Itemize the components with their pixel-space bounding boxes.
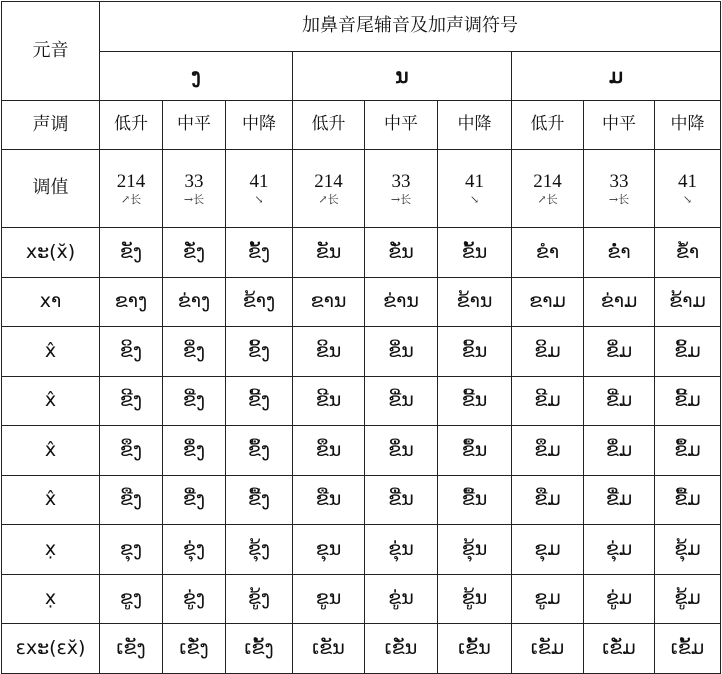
tone-value-number: 214 [314,170,343,192]
tone-contour-mark: ↗长 [537,192,558,206]
syllable-cell: ຂັງ [100,228,163,278]
vowel-cell: ɛxະ(ɛx̆) [2,624,100,674]
tone-value-number: 41 [678,170,697,192]
syllable-cell: ຂຸ້ງ [226,525,293,575]
syllable-cell: ຂ້ານ [438,278,512,327]
syllable-cell: ຂູ້ນ [438,575,512,624]
syllable-cell: ຂີ້ນ [438,377,512,426]
syllable-cell: ຂໍາ [512,228,584,278]
final-consonant-m: ມ [512,52,721,101]
syllable-cell: ຂັ່ນ [365,228,438,278]
tone-value-cell [100,150,163,228]
tone-value-cell [438,150,512,228]
syllable-cell: ຂຸ້ນ [438,525,512,575]
syllable-cell: ຂັ້ງ [226,228,293,278]
tone-name-cell: 低升 [100,101,163,150]
syllable-cell: ຂູງ [100,575,163,624]
table-row [2,327,721,377]
table-row [2,575,721,624]
syllable-cell: ຂູ່ນ [365,575,438,624]
tone-contour-mark: →长 [183,192,205,206]
tone-value-cell [365,150,438,228]
syllable-cell: ຂຶງ [100,426,163,476]
syllable-cell: ຂຶ່ມ [584,426,655,476]
syllable-cell: ເຂັງ [100,624,163,674]
syllable-cell: ຂາມ [512,278,584,327]
tone-name-cell: 中降 [438,101,512,150]
tone-contour-mark: →长 [390,192,412,206]
tone-value-number: 33 [184,170,204,192]
syllable-cell: ຂຸມ [512,525,584,575]
syllable-cell: ຂໍ່າ [584,228,655,278]
syllable-cell: ຂຶ້ນ [438,426,512,476]
syllable-cell: ຂິ່ງ [163,327,226,377]
syllable-cell: ຂິງ [100,327,163,377]
syllable-cell: ຂຶມ [512,426,584,476]
syllable-cell: ຂັ່ງ [163,228,226,278]
syllable-cell: ຂື້ມ [655,476,721,525]
table-row [2,525,721,575]
tone-contour-mark: ↗长 [120,192,142,206]
tone-value-cell [293,150,365,228]
syllable-cell: ເຂັ່ນ [365,624,438,674]
syllable-cell: ຂຸ້ມ [655,525,721,575]
syllable-cell: ຂຶ່ງ [163,426,226,476]
table-row [2,278,721,327]
syllable-cell: ຂີງ [100,377,163,426]
syllable-cell: ຂັນ [293,228,365,278]
syllable-cell: ຂຶ້ມ [655,426,721,476]
tone-contour-mark: ↘ [469,192,480,206]
table-row [2,476,721,525]
tone-contour-mark: ↘ [682,192,693,206]
tone-name-cell: 中降 [655,101,721,150]
vowel-header: 元音 [2,2,100,101]
syllable-cell: ເຂັມ [512,624,584,674]
lao-tone-table [1,1,721,674]
syllable-cell: ຂັ້ນ [438,228,512,278]
syllable-cell: ຂູ່ງ [163,575,226,624]
syllable-cell: ຂຸ່ມ [584,525,655,575]
syllable-cell: ຂື່ງ [163,476,226,525]
syllable-cell: ຂືງ [100,476,163,525]
tone-row-label: 声调 [2,101,100,150]
syllable-cell: ຂື້ງ [226,476,293,525]
syllable-cell: ຂິມ [512,327,584,377]
table-row [2,426,721,476]
syllable-cell: ເຂັ້ງ [226,624,293,674]
vowel-cell: x̂ [2,377,100,426]
tone-value-cell [584,150,655,228]
syllable-cell: ຂູ້ງ [226,575,293,624]
syllable-cell: ຂຸ່ນ [365,525,438,575]
tone-value-number: 33 [391,170,411,192]
syllable-cell: ຂີ້ງ [226,377,293,426]
syllable-cell: ຂູນ [293,575,365,624]
syllable-cell: ເຂັ້ມ [655,624,721,674]
syllable-cell: ຂີ້ມ [655,377,721,426]
vowel-cell: x̂ [2,327,100,377]
syllable-cell: ຂ້າມ [655,278,721,327]
vowel-cell: xະ(x̆) [2,228,100,278]
syllable-cell: ຂ່າງ [163,278,226,327]
tone-contour-mark: ↗长 [318,192,339,206]
syllable-cell: ຂຸງ [100,525,163,575]
syllable-cell: ເຂັ່ມ [584,624,655,674]
syllable-cell: ຂຶນ [293,426,365,476]
tone-value-number: 41 [249,170,269,192]
final-consonant-ng: ງ [100,52,293,101]
syllable-cell: ຂືມ [512,476,584,525]
vowel-cell: x̂ [2,476,100,525]
tone-value-cell [163,150,226,228]
tone-name-cell: 中降 [226,101,293,150]
tone-contour-mark: ↘ [254,192,264,206]
syllable-cell: ຂື່ນ [365,476,438,525]
syllable-cell: ຂິນ [293,327,365,377]
vowel-cell: x̣ [2,525,100,575]
table-row [2,228,721,278]
syllable-cell: ຂ້າງ [226,278,293,327]
value-row-label: 调值 [2,150,100,228]
syllable-cell: ເຂັ່ງ [163,624,226,674]
final-consonant-n: ນ [293,52,512,101]
syllable-cell: ຂິ້ມ [655,327,721,377]
syllable-cell: ຂີນ [293,377,365,426]
syllable-cell: ຂີ່ມ [584,377,655,426]
syllable-cell: ຂໍ້າ [655,228,721,278]
syllable-cell: ຂຸ່ງ [163,525,226,575]
tone-value-number: 33 [609,170,629,192]
syllable-cell: ຂານ [293,278,365,327]
vowel-cell: x̣ [2,575,100,624]
syllable-cell: ຂິ້ນ [438,327,512,377]
syllable-cell: ຂຶ່ນ [365,426,438,476]
tone-name-cell: 中平 [365,101,438,150]
syllable-cell: ຂຸນ [293,525,365,575]
vowel-cell: xາ [2,278,100,327]
syllable-cell: ຂູ່ມ [584,575,655,624]
tone-value-number: 41 [465,170,484,192]
syllable-cell: ຂາງ [100,278,163,327]
tone-name-cell: 低升 [293,101,365,150]
syllable-cell: ເຂັ້ນ [438,624,512,674]
syllable-cell: ຂ່ານ [365,278,438,327]
tone-name-cell: 低升 [512,101,584,150]
tone-name-cell: 中平 [163,101,226,150]
table-row [2,624,721,674]
syllable-cell: ຂູ້ມ [655,575,721,624]
syllable-cell: ຂ່າມ [584,278,655,327]
vowel-cell: x̂ [2,426,100,476]
syllable-cell: ຂື້ນ [438,476,512,525]
table-row [2,377,721,426]
tone-value-number: 214 [116,170,146,192]
syllable-cell: ຂືນ [293,476,365,525]
syllable-cell: ຂີ່ງ [163,377,226,426]
syllable-cell: ຂີມ [512,377,584,426]
syllable-cell: ຂຶ້ງ [226,426,293,476]
group-header: 加鼻音尾辅音及加声调符号 [100,2,721,52]
tone-name-cell: 中平 [584,101,655,150]
syllable-cell: ຂິ່ນ [365,327,438,377]
syllable-cell: ຂື່ມ [584,476,655,525]
syllable-cell: ຂູມ [512,575,584,624]
syllable-cell: ເຂັນ [293,624,365,674]
syllable-cell: ຂີ່ນ [365,377,438,426]
tone-value-cell [655,150,721,228]
syllable-cell: ຂິ້ງ [226,327,293,377]
tone-contour-mark: →长 [608,192,630,206]
tone-value-cell [226,150,293,228]
syllable-cell: ຂິ່ມ [584,327,655,377]
tone-value-cell [512,150,584,228]
tone-value-number: 214 [533,170,562,192]
